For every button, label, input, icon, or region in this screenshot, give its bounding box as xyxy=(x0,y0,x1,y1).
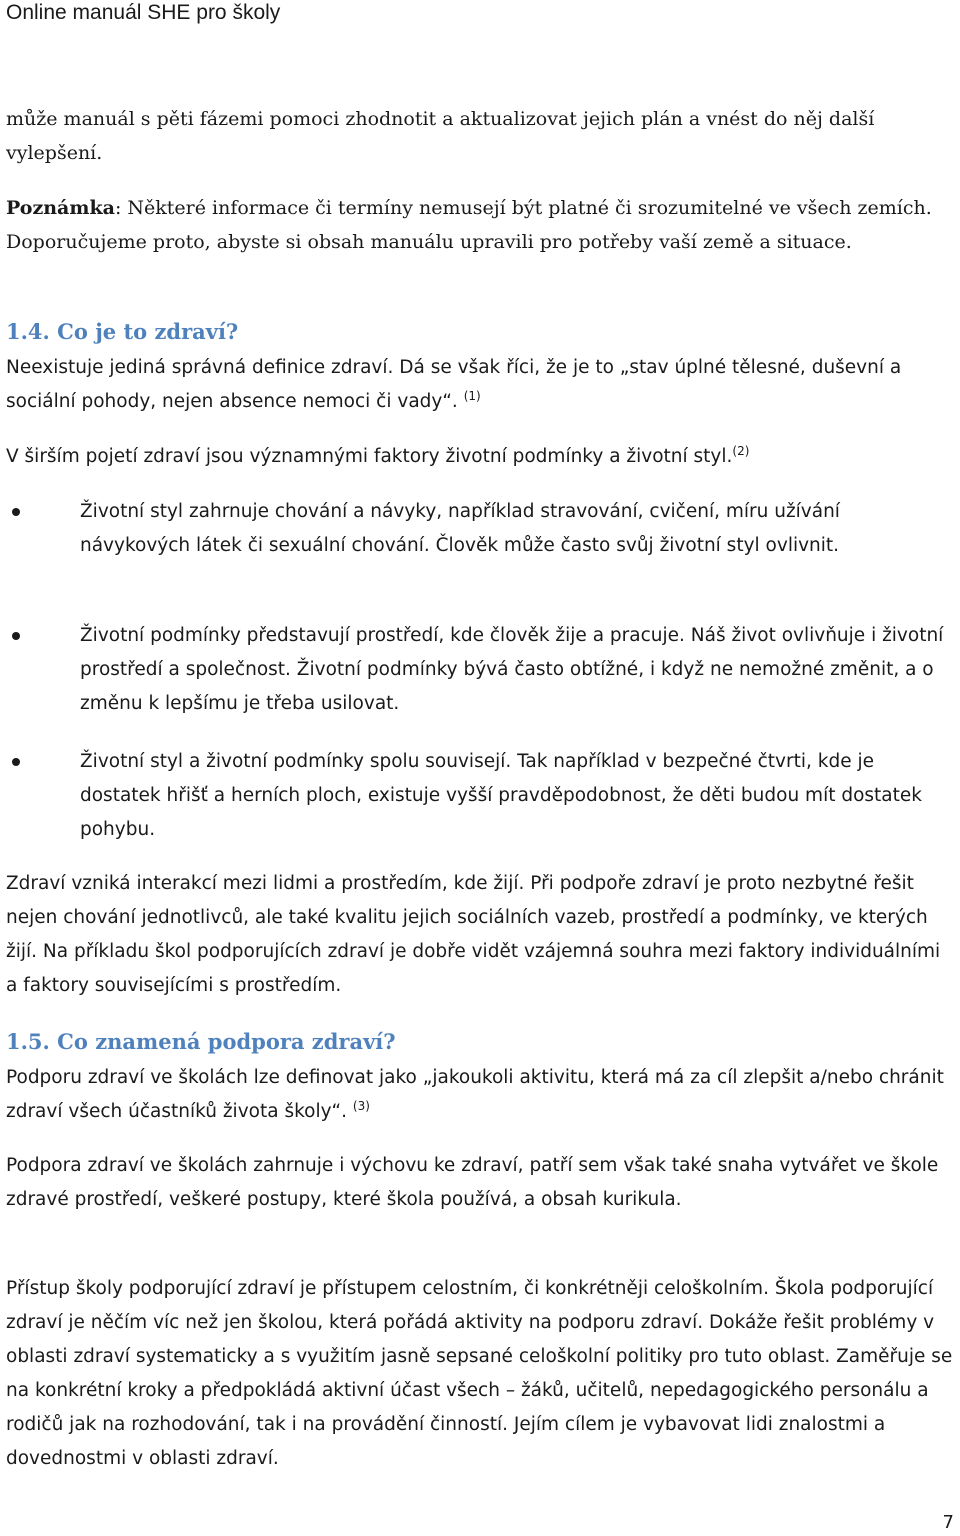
reference-2: (2) xyxy=(732,444,750,458)
intro-text: může manuál s pěti fázemi pomoci zhodnotit a aktualizovat jejich plán a vnést do něj další vylepšení. xyxy=(6,108,875,164)
section-heading-1-5: 1.5. Co znamená podpora zdraví? xyxy=(6,1029,396,1054)
interaction-text: Zdraví vzniká interakcí mezi lidmi a prostředím, kde žijí. Při podpoře zdraví je proto nezbytné řešit nejen chování jednotlivců, ale také kvalitu jejich sociálních vazeb, prostředí a podmínky, ve kterých žijí. Na příkladu škol podporujících zdraví je dobře vidět vzájemná souhra mezi faktory individuálními a faktory souvisejícími s prostředím. xyxy=(6,873,941,996)
bullet-dot-icon xyxy=(12,508,20,516)
bullet-dot-icon xyxy=(12,758,20,766)
definition-paragraph xyxy=(6,351,954,419)
document-header: Online manuál SHE pro školy xyxy=(6,1,281,24)
promotion-scope-paragraph xyxy=(6,1149,954,1217)
promotion-scope-text: Podpora zdraví ve školách zahrnuje i výchovu ke zdraví, patří sem však také snaha vytvářet ve škole zdravé prostředí, veškeré postupy, které škola používá, a obsah kurikula. xyxy=(6,1155,939,1210)
promotion-definition-text: Podporu zdraví ve školách lze definovat jako „jakoukoli aktivitu, která má za cíl zlepšit a/nebo chránit zdraví všech účastníků života školy“. xyxy=(6,1067,944,1122)
note-paragraph xyxy=(6,191,946,259)
reference-1: (1) xyxy=(463,389,481,403)
whole-school-paragraph xyxy=(6,1272,954,1476)
bullet-text: Životní podmínky představují prostředí, kde člověk žije a pracuje. Náš život ovlivňuje i životní prostředí a společnost. Životní podmínky bývá často obtížné, i když ne nemožné změnit, a o změnu k lepšímu je třeba usilovat. xyxy=(80,625,944,714)
note-text: : Některé informace či termíny nemusejí být platné či srozumitelné ve všech zemích. Doporučujeme proto, abyste si obsah manuálu upravili pro potřeby vaší země a situace. xyxy=(6,197,932,253)
interaction-paragraph xyxy=(6,867,954,1003)
page-number: 7 xyxy=(942,1512,954,1533)
note-label: Poznámka xyxy=(6,197,115,219)
section-heading-1-4: 1.4. Co je to zdraví? xyxy=(6,319,239,344)
factors-text: V širším pojetí zdraví jsou významnými faktory životní podmínky a životní styl. xyxy=(6,446,733,467)
definition-text: Neexistuje jediná správná definice zdraví. Dá se však říci, že je to „stav úplné tělesné, duševní a sociální pohody, nejen absence nemoci či vady“. xyxy=(6,357,902,412)
factors-paragraph xyxy=(6,440,954,474)
promotion-definition-paragraph xyxy=(6,1061,954,1129)
whole-school-text: Přístup školy podporující zdraví je přístupem celostním, či konkrétněji celoškolním. Škola podporující zdraví je něčím víc než jen školou, která pořádá aktivity na podporu zdraví. Dokáže řešit problémy v oblasti zdraví systematicky a s využitím jasně sepsané celoškolní politiky pro tuto oblast. Zaměřuje se na konkrétní kroky a předpokládá aktivní účast všech – žáků, učitelů, nepedagogického personálu a rodičů jak na rozhodování, tak i na provádění činností. Jejím cílem je vybavovat lidi znalostmi a dovednostmi v oblasti zdraví. xyxy=(6,1278,953,1469)
intro-paragraph xyxy=(6,102,946,170)
reference-3: (3) xyxy=(352,1099,370,1113)
bullet-text: Životní styl zahrnuje chování a návyky, například stravování, cvičení, míru užívání návykových látek či sexuální chování. Člověk může často svůj životní styl ovlivnit. xyxy=(80,501,840,556)
bullet-text: Životní styl a životní podmínky spolu souvisejí. Tak například v bezpečné čtvrti, kde je dostatek hřišť a herních ploch, existuje vyšší pravděpodobnost, že děti budou mít dostatek pohybu. xyxy=(80,751,922,840)
bullet-dot-icon xyxy=(12,632,20,640)
